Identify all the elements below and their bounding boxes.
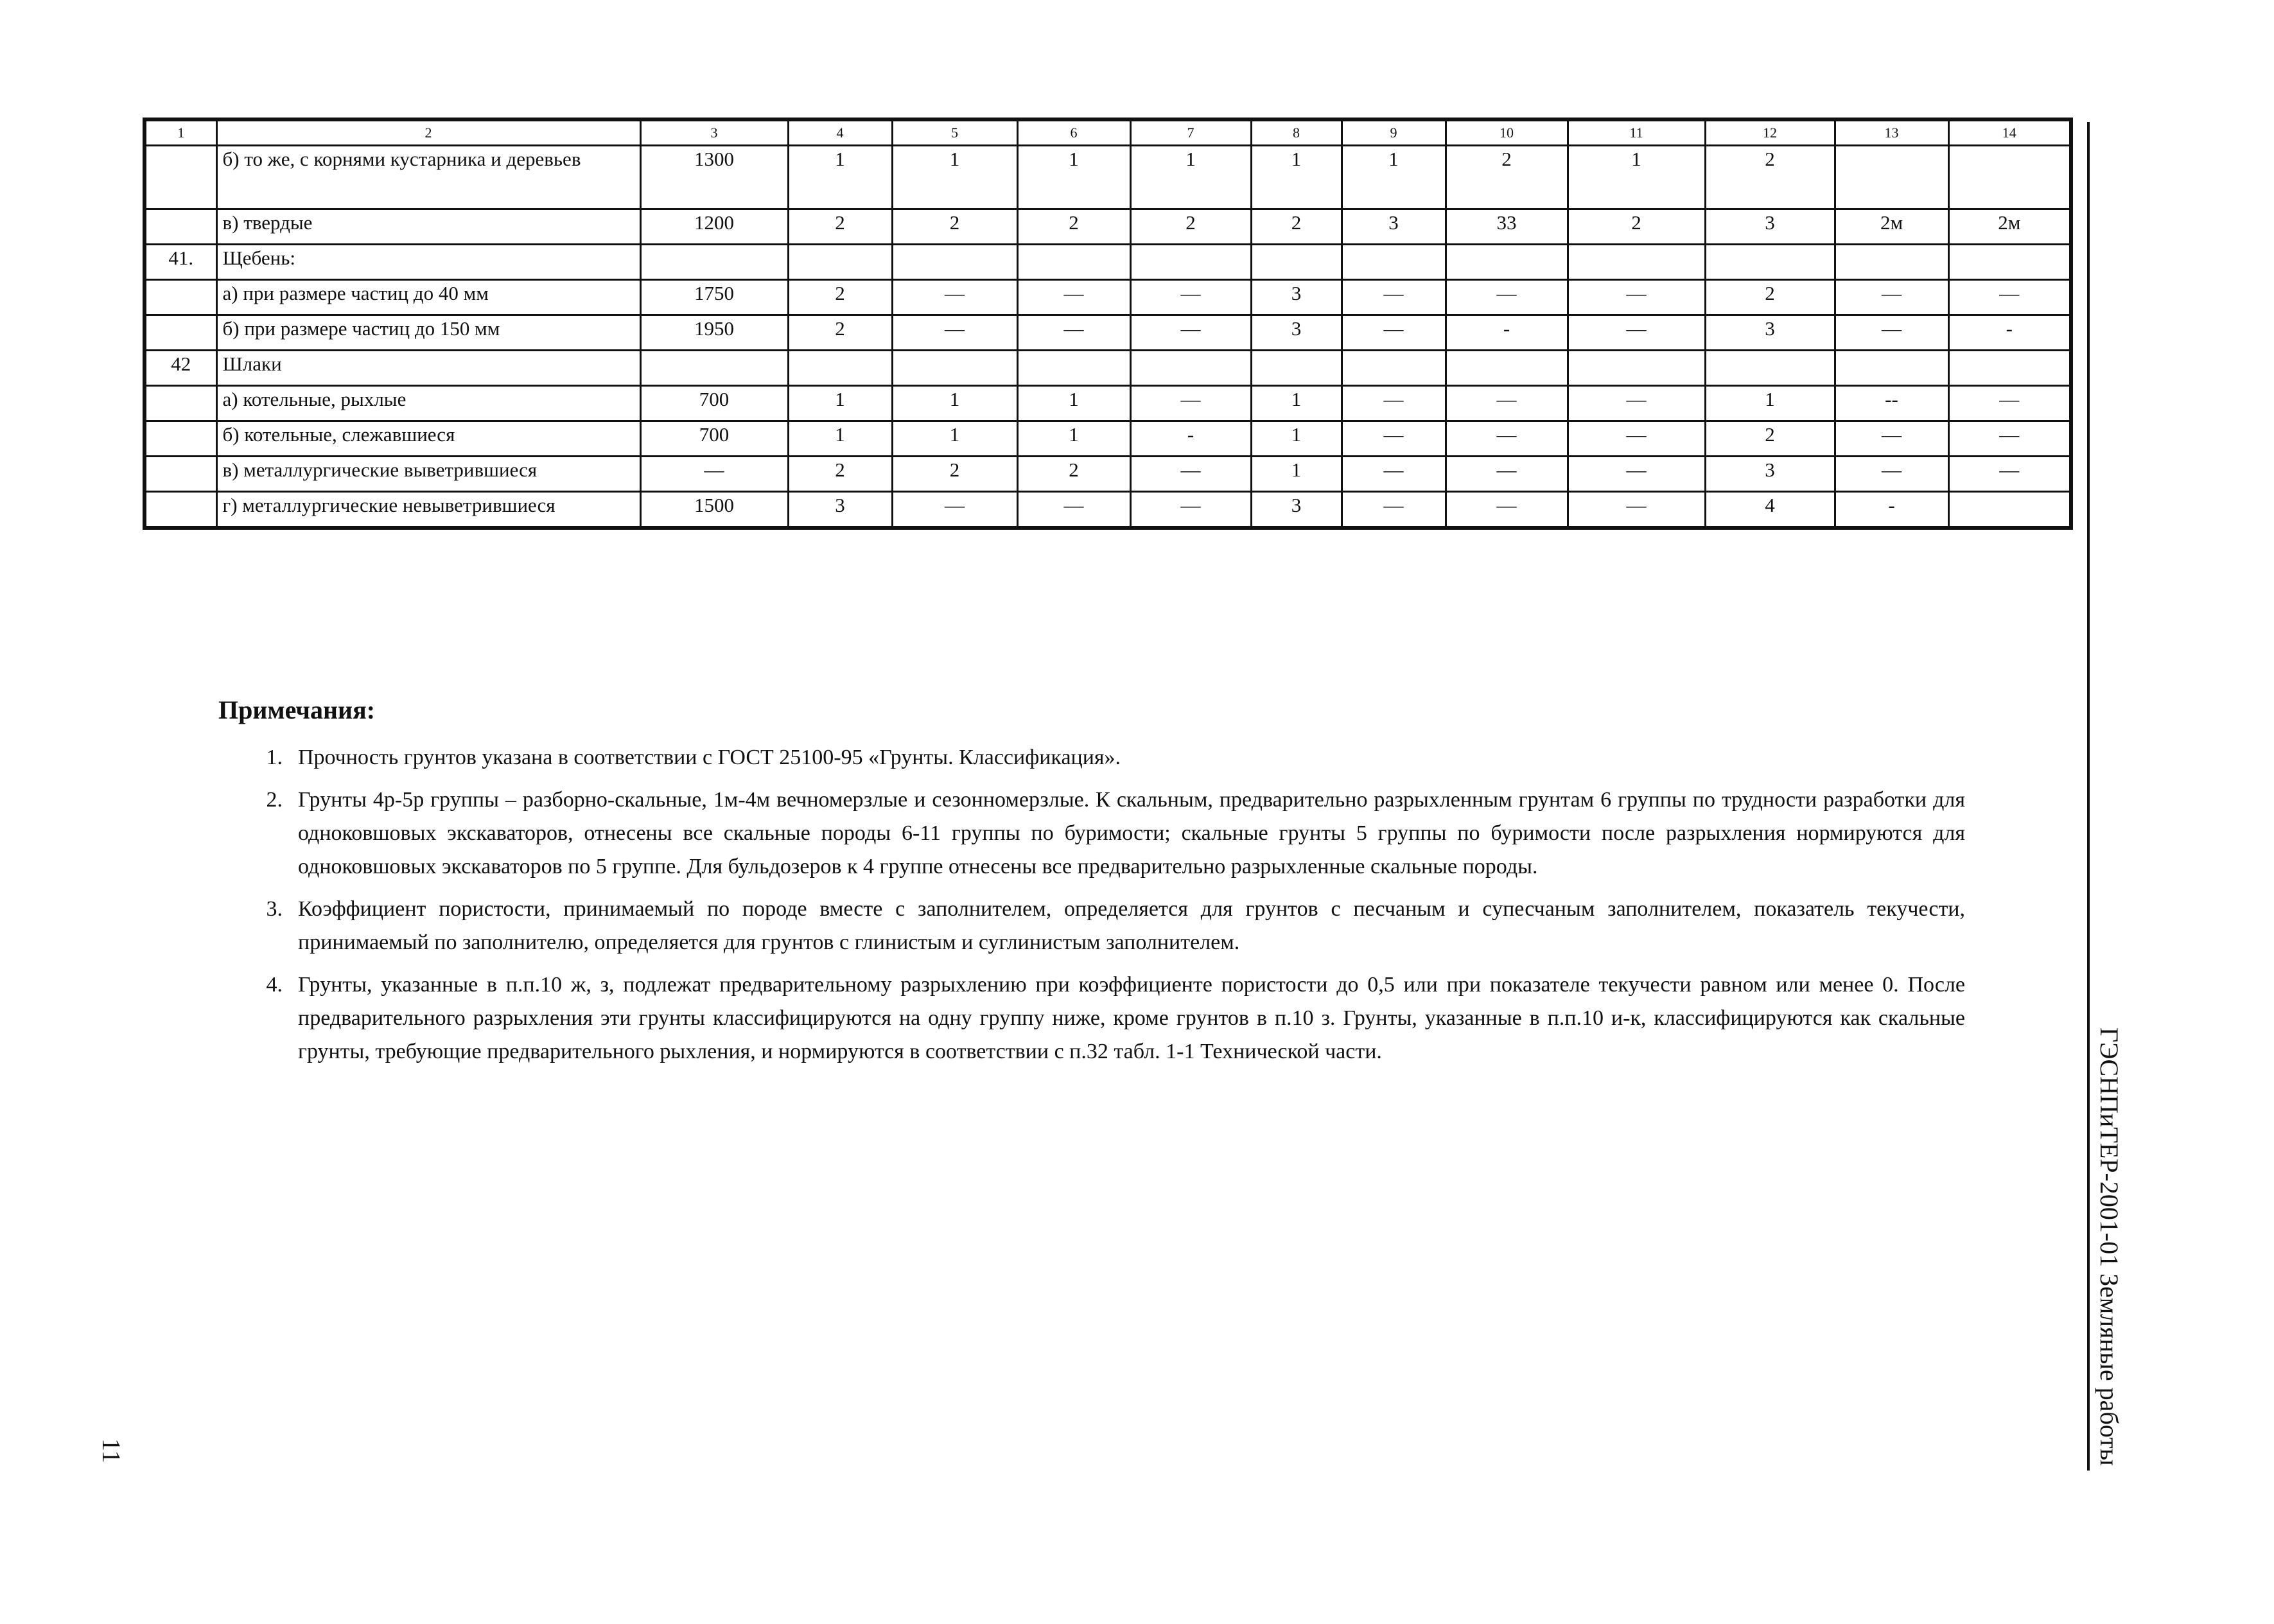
table-cell: — [1130, 457, 1251, 492]
soil-name: в) твердые [216, 209, 640, 245]
soil-name: а) котельные, рыхлые [216, 386, 640, 421]
table-cell: - [1446, 315, 1568, 351]
table-cell [640, 351, 788, 386]
table-row [144, 280, 2071, 315]
table-cell [1017, 351, 1130, 386]
table-cell [1568, 351, 1705, 386]
table-cell: — [892, 280, 1017, 315]
table-cell: 1 [1251, 421, 1342, 457]
table-cell: — [1017, 280, 1130, 315]
table-cell: — [1446, 457, 1568, 492]
table-cell [1568, 245, 1705, 280]
table-cell [1835, 146, 1948, 209]
table-cell: 1 [1017, 386, 1130, 421]
table-cell: — [1342, 492, 1446, 528]
table-cell: 2 [892, 457, 1017, 492]
table-cell: — [1568, 492, 1705, 528]
table-row [144, 457, 2071, 492]
table-cell: 1300 [640, 146, 788, 209]
column-number-row [144, 119, 2071, 146]
table-cell [1948, 146, 2071, 209]
table-cell [892, 245, 1017, 280]
table-cell: — [1948, 280, 2071, 315]
table-cell: 2 [1017, 209, 1130, 245]
table-cell: 1500 [640, 492, 788, 528]
table-row [144, 351, 2071, 386]
table-cell: — [1446, 421, 1568, 457]
table-cell: 2 [788, 457, 892, 492]
column-number: 8 [1251, 119, 1342, 146]
table-cell: 1 [788, 386, 892, 421]
table-cell: - [1835, 492, 1948, 528]
document-side-title: ГЭСНПиТЕР-2001-01 Земляные работы [2095, 1027, 2124, 1466]
note-text: Грунты, указанные в п.п.10 ж, з, подлежат предварительному разрыхлению при коэффициенте пористости до 0,5 или при показателе текучести равном или менее 0. После предварительного разрыхления эти грунты классифицируются на одну группу ниже, кроме грунтов в п.10 з. Грунты, указанные в п.п.10 и-к, классифицируются как скальные грунты, требующие предварительного рыхления, и нормируются в соответствии с п.32 табл. 1-1 Технической части. [298, 973, 1965, 1063]
soil-name: б) то же, с корнями кустарника и деревьев [216, 146, 640, 209]
table-cell: 2 [1251, 209, 1342, 245]
note-number: 1. [266, 746, 283, 769]
table-cell [1446, 245, 1568, 280]
table-cell: 3 [1705, 315, 1835, 351]
notes-title: Примечания: [218, 695, 376, 724]
row-number [144, 209, 216, 245]
column-number: 10 [1446, 119, 1568, 146]
note-item [218, 741, 1965, 774]
table-cell: 1200 [640, 209, 788, 245]
table-cell: 33 [1446, 209, 1568, 245]
note-text: Грунты 4р-5р группы – разборно-скальные, 1м-4м вечномерзлые и сезонномерзлые. К скальным, предварительно разрыхленным грунтам 6 группы по трудности разработки для одноковшовых экскаваторов, отнесены все скальные породы 6-11 группы по буримости; скальные грунты 5 группы по буримости после разрыхления нормируются для одноковшовых экскаваторов по 5 группе. Для бульдозеров к 4 группе отнесены все предварительно разрыхленные скальные породы. [298, 788, 1965, 878]
table-cell: 1 [1251, 386, 1342, 421]
table-cell: — [1017, 492, 1130, 528]
table-cell: 2 [788, 209, 892, 245]
table-cell: — [892, 315, 1017, 351]
table-cell: 1 [1251, 146, 1342, 209]
table-cell: 1 [1705, 386, 1835, 421]
table-row [144, 315, 2071, 351]
table-cell: 1 [892, 421, 1017, 457]
table-cell: 1950 [640, 315, 788, 351]
column-number: 4 [788, 119, 892, 146]
soil-name: г) металлургические невыветрившиеся [216, 492, 640, 528]
table-cell [1835, 245, 1948, 280]
table-cell: 4 [1705, 492, 1835, 528]
table-cell [1835, 351, 1948, 386]
soil-name: в) металлургические выветрившиеся [216, 457, 640, 492]
table-cell [640, 245, 788, 280]
table-cell: 1 [892, 386, 1017, 421]
soil-name: Шлаки [216, 351, 640, 386]
page-number: 11 [97, 1438, 126, 1463]
table-cell: — [1835, 315, 1948, 351]
table-cell: — [1568, 315, 1705, 351]
note-text: Коэффициент пористости, принимаемый по породе вместе с заполнителем, определяется для грунтов с песчаным и супесчаным заполнителем, показатель текучести, принимаемый по заполнителю, определяется для грунтов с глинистым и суглинистым заполнителем. [298, 897, 1965, 954]
table-cell: 1750 [640, 280, 788, 315]
table-cell [1251, 245, 1342, 280]
table-cell: 3 [1705, 457, 1835, 492]
note-number: 2. [266, 788, 283, 812]
row-number [144, 146, 216, 209]
table-cell: — [1835, 457, 1948, 492]
table-cell: 2 [788, 280, 892, 315]
table-cell: — [1446, 280, 1568, 315]
table-cell: 2 [1705, 421, 1835, 457]
table-cell: 2 [1705, 146, 1835, 209]
row-number [144, 386, 216, 421]
column-number: 3 [640, 119, 788, 146]
table-cell: 1 [1251, 457, 1342, 492]
margin-rule [2087, 122, 2090, 1471]
column-number: 2 [216, 119, 640, 146]
table-cell: — [1835, 421, 1948, 457]
table-cell: — [1342, 386, 1446, 421]
note-number: 4. [266, 973, 283, 997]
table-cell: — [1342, 280, 1446, 315]
soil-name: Щебень: [216, 245, 640, 280]
table-cell: — [1446, 386, 1568, 421]
table-cell: — [1568, 421, 1705, 457]
soil-name: а) при размере частиц до 40 мм [216, 280, 640, 315]
column-number: 12 [1705, 119, 1835, 146]
table-cell [1705, 245, 1835, 280]
row-number: 41. [144, 245, 216, 280]
table-cell [1705, 351, 1835, 386]
table-row [144, 146, 2071, 209]
soil-groups-table [143, 118, 2073, 530]
column-number: 13 [1835, 119, 1948, 146]
table-cell: 1 [1130, 146, 1251, 209]
row-number [144, 280, 216, 315]
table-cell [1130, 245, 1251, 280]
table-cell: — [640, 457, 788, 492]
soil-name: б) котельные, слежавшиеся [216, 421, 640, 457]
soil-name: б) при размере частиц до 150 мм [216, 315, 640, 351]
table-cell: - [1130, 421, 1251, 457]
table-cell: — [1130, 280, 1251, 315]
column-number: 6 [1017, 119, 1130, 146]
table-cell [1948, 351, 2071, 386]
table-cell: — [1568, 457, 1705, 492]
table-cell: — [1342, 421, 1446, 457]
table-cell: 1 [1342, 146, 1446, 209]
table-cell: 1 [1017, 421, 1130, 457]
table-cell: — [1130, 315, 1251, 351]
table-cell: — [1342, 315, 1446, 351]
table-cell: 2 [1446, 146, 1568, 209]
notes-section [218, 694, 1965, 1078]
table-cell [1342, 351, 1446, 386]
table-cell: — [1017, 315, 1130, 351]
row-number [144, 421, 216, 457]
table-cell: — [892, 492, 1017, 528]
table-cell: 3 [1251, 280, 1342, 315]
note-text: Прочность грунтов указана в соответствии с ГОСТ 25100-95 «Грунты. Классификация». [298, 746, 1121, 769]
table-row [144, 386, 2071, 421]
table-body [144, 119, 2071, 528]
table-cell [1948, 245, 2071, 280]
table-cell: 1 [788, 421, 892, 457]
table-cell: 2 [788, 315, 892, 351]
table-cell: 1 [1017, 146, 1130, 209]
table-cell: — [1568, 386, 1705, 421]
column-number: 11 [1568, 119, 1705, 146]
table-cell: — [1568, 280, 1705, 315]
column-number: 7 [1130, 119, 1251, 146]
row-number [144, 457, 216, 492]
table-cell: 2м [1835, 209, 1948, 245]
table-cell: 2м [1948, 209, 2071, 245]
table-cell [1017, 245, 1130, 280]
table-cell: 3 [1251, 492, 1342, 528]
table-cell: 2 [892, 209, 1017, 245]
row-number [144, 492, 216, 528]
note-item [218, 783, 1965, 884]
table-cell: — [1948, 421, 2071, 457]
table-cell: 3 [1251, 315, 1342, 351]
table-cell [1446, 351, 1568, 386]
row-number: 42 [144, 351, 216, 386]
table-cell: — [1835, 280, 1948, 315]
table-cell: -- [1835, 386, 1948, 421]
table-row [144, 245, 2071, 280]
table-cell [1342, 245, 1446, 280]
table-row [144, 209, 2071, 245]
column-number: 5 [892, 119, 1017, 146]
column-number: 1 [144, 119, 216, 146]
table-cell: — [1948, 457, 2071, 492]
table-cell: 3 [1705, 209, 1835, 245]
table-cell: 1 [1568, 146, 1705, 209]
table-cell: 2 [1017, 457, 1130, 492]
table-cell [1948, 492, 2071, 528]
table-cell: 2 [1705, 280, 1835, 315]
table-cell [788, 245, 892, 280]
note-item [218, 893, 1965, 959]
table-cell: 2 [1130, 209, 1251, 245]
table-cell [892, 351, 1017, 386]
table-cell: 3 [788, 492, 892, 528]
table-cell [1251, 351, 1342, 386]
table-cell [788, 351, 892, 386]
table-row [144, 492, 2071, 528]
column-number: 9 [1342, 119, 1446, 146]
note-item [218, 968, 1965, 1069]
table-cell: - [1948, 315, 2071, 351]
table-cell: 700 [640, 421, 788, 457]
row-number [144, 315, 216, 351]
table-cell: 3 [1342, 209, 1446, 245]
column-number: 14 [1948, 119, 2071, 146]
table-cell: — [1948, 386, 2071, 421]
table-cell: 1 [788, 146, 892, 209]
note-number: 3. [266, 897, 283, 921]
table-cell: — [1130, 386, 1251, 421]
table-cell: — [1130, 492, 1251, 528]
table-row [144, 421, 2071, 457]
table-cell: 1 [892, 146, 1017, 209]
table-cell: — [1342, 457, 1446, 492]
table-cell [1130, 351, 1251, 386]
table-cell: 2 [1568, 209, 1705, 245]
table-cell: 700 [640, 386, 788, 421]
table-cell: — [1446, 492, 1568, 528]
